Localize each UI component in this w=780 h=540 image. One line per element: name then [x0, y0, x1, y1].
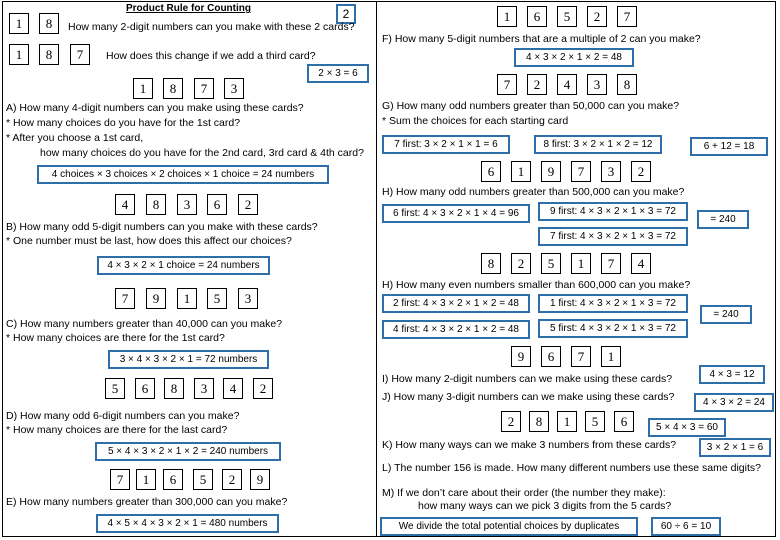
- card: 2: [587, 6, 607, 27]
- card: 2: [238, 194, 258, 215]
- card: 4: [557, 74, 577, 95]
- card: 6: [541, 346, 561, 367]
- question-h1: H) How many odd numbers greater than 500,000 can you make?: [382, 186, 685, 198]
- card: 4: [115, 194, 135, 215]
- card: 1: [136, 469, 156, 490]
- answer-i-box: 4 × 3 = 12: [699, 365, 765, 384]
- card: 9: [250, 469, 270, 490]
- card: 5: [541, 253, 561, 274]
- card: 6: [527, 6, 547, 27]
- card: 7: [110, 469, 130, 490]
- card: 5: [105, 378, 125, 399]
- card: 1: [9, 44, 29, 65]
- answer-f-box: 4 × 3 × 2 × 1 × 2 = 48: [514, 48, 634, 67]
- answer-m2-box: 60 ÷ 6 = 10: [651, 517, 721, 536]
- answer-k2-box: 3 × 2 × 1 = 6: [699, 438, 771, 457]
- answer-j-box: 4 × 3 × 2 = 24: [694, 393, 774, 412]
- card: 5: [585, 411, 605, 432]
- question-a-line: * How many choices do you have for the 1st card?: [6, 117, 241, 129]
- column-divider: [376, 1, 377, 537]
- card: 8: [39, 44, 59, 65]
- answer-h2-box: 2 first: 4 × 3 × 2 × 1 × 2 = 48: [382, 294, 530, 313]
- answer-c-box: 3 × 4 × 3 × 2 × 1 = 72 numbers: [108, 350, 269, 369]
- answer-h2-box: 1 first: 4 × 3 × 2 × 1 × 3 = 72: [538, 294, 688, 313]
- answer-a-box: 4 choices × 3 choices × 2 choices × 1 choice = 24 numbers: [37, 165, 329, 184]
- answer-h1-box: 9 first: 4 × 3 × 2 × 1 × 3 = 72: [538, 202, 688, 221]
- card: 6: [135, 378, 155, 399]
- question-a-line: A) How many 4-digit numbers can you make using these cards?: [6, 102, 304, 114]
- card: 9: [146, 288, 166, 309]
- answer-e-box: 4 × 5 × 4 × 3 × 2 × 1 = 480 numbers: [96, 514, 279, 533]
- card: 8: [146, 194, 166, 215]
- question-d-line: D) How many odd 6-digit numbers can you make?: [6, 410, 240, 422]
- question-l: L) The number 156 is made. How many different numbers use these same digits?: [382, 462, 761, 474]
- question-a-line: how many choices do you have for the 2nd card, 3rd card & 4th card?: [40, 147, 364, 159]
- card: 1: [497, 6, 517, 27]
- answer-d-box: 5 × 4 × 3 × 2 × 1 × 2 = 240 numbers: [95, 442, 281, 461]
- card: 8: [163, 78, 183, 99]
- answer-h1-box: 6 first: 4 × 3 × 2 × 1 × 4 = 96: [382, 204, 530, 223]
- question-d-line: * How many choices are there for the last card?: [6, 424, 228, 436]
- card: 3: [224, 78, 244, 99]
- answer-g-total-box: 6 + 12 = 18: [690, 137, 768, 156]
- question-g-line: * Sum the choices for each starting card: [382, 115, 569, 127]
- question-c-line: C) How many numbers greater than 40,000 can you make?: [6, 318, 283, 330]
- intro-question-2: How does this change if we add a third card?: [106, 50, 316, 62]
- card: 2: [631, 161, 651, 182]
- card: 4: [631, 253, 651, 274]
- card: 7: [617, 6, 637, 27]
- question-j: J) How many 3-digit numbers can we make using these cards?: [382, 391, 675, 403]
- card: 7: [571, 346, 591, 367]
- card: 7: [497, 74, 517, 95]
- card: 7: [70, 44, 90, 65]
- card: 2: [253, 378, 273, 399]
- question-c-line: * How many choices are there for the 1st card?: [6, 332, 225, 344]
- question-g-line: G) How many odd numbers greater than 50,000 can you make?: [382, 100, 680, 112]
- card: 8: [39, 13, 59, 34]
- card: 2: [222, 469, 242, 490]
- intro-question-1: How many 2-digit numbers can you make with these 2 cards?: [68, 21, 355, 33]
- card: 3: [601, 161, 621, 182]
- answer-k1-box: 5 × 4 × 3 = 60: [648, 418, 726, 437]
- card: 1: [9, 13, 29, 34]
- answer-h1-box: 7 first: 4 × 3 × 2 × 1 × 3 = 72: [538, 227, 688, 246]
- worksheet-title: Product Rule for Counting: [126, 3, 251, 14]
- question-m-line: M) If we don’t care about their order (the number they make):: [382, 487, 666, 499]
- card: 2: [511, 253, 531, 274]
- card: 3: [238, 288, 258, 309]
- card: 9: [541, 161, 561, 182]
- answer-h2-box: 5 first: 4 × 3 × 2 × 1 × 3 = 72: [538, 319, 688, 338]
- card: 3: [587, 74, 607, 95]
- question-e: E) How many numbers greater than 300,000 can you make?: [6, 496, 288, 508]
- question-f: F) How many 5-digit numbers that are a multiple of 2 can you make?: [382, 33, 701, 45]
- card: 9: [511, 346, 531, 367]
- answer-g-box: 7 first: 3 × 2 × 1 × 1 = 6: [382, 135, 510, 154]
- card: 8: [481, 253, 501, 274]
- card: 6: [207, 194, 227, 215]
- card: 5: [557, 6, 577, 27]
- card: 7: [601, 253, 621, 274]
- question-k: K) How many ways can we make 3 numbers from these cards?: [382, 439, 677, 451]
- question-a-line: * After you choose a 1st card,: [6, 132, 144, 144]
- card: 1: [511, 161, 531, 182]
- card: 2: [527, 74, 547, 95]
- card: 8: [529, 411, 549, 432]
- card: 2: [501, 411, 521, 432]
- card: 1: [557, 411, 577, 432]
- top-badge: 2: [336, 4, 356, 24]
- card: 7: [571, 161, 591, 182]
- card: 3: [194, 378, 214, 399]
- answer-h2-box: 4 first: 4 × 3 × 2 × 1 × 2 = 48: [382, 320, 530, 339]
- card: 6: [163, 469, 183, 490]
- question-h2: H) How many even numbers smaller than 600,000 can you make?: [382, 279, 691, 291]
- card: 5: [193, 469, 213, 490]
- question-b-line: B) How many odd 5-digit numbers can you make with these cards?: [6, 221, 318, 233]
- answer-g-box: 8 first: 3 × 2 × 1 × 2 = 12: [534, 135, 662, 154]
- card: 7: [115, 288, 135, 309]
- question-m-line: how many ways can we pick 3 digits from the 5 cards?: [418, 500, 672, 512]
- intro-answer-box: 2 × 3 = 6: [307, 64, 369, 83]
- question-b-line: * One number must be last, how does this affect our choices?: [6, 235, 292, 247]
- card: 8: [617, 74, 637, 95]
- card: 8: [164, 378, 184, 399]
- answer-m1-box: We divide the total potential choices by duplicates: [380, 517, 638, 536]
- answer-b-box: 4 × 3 × 2 × 1 choice = 24 numbers: [97, 256, 270, 275]
- card: 3: [177, 194, 197, 215]
- card: 6: [614, 411, 634, 432]
- card: 1: [177, 288, 197, 309]
- card: 4: [223, 378, 243, 399]
- card: 5: [207, 288, 227, 309]
- answer-h1-total-box: = 240: [697, 210, 749, 229]
- card: 7: [194, 78, 214, 99]
- card: 6: [481, 161, 501, 182]
- card: 1: [571, 253, 591, 274]
- answer-h2-total-box: = 240: [700, 305, 752, 324]
- card: 1: [601, 346, 621, 367]
- question-i: I) How many 2-digit numbers can we make using these cards?: [382, 373, 673, 385]
- card: 1: [133, 78, 153, 99]
